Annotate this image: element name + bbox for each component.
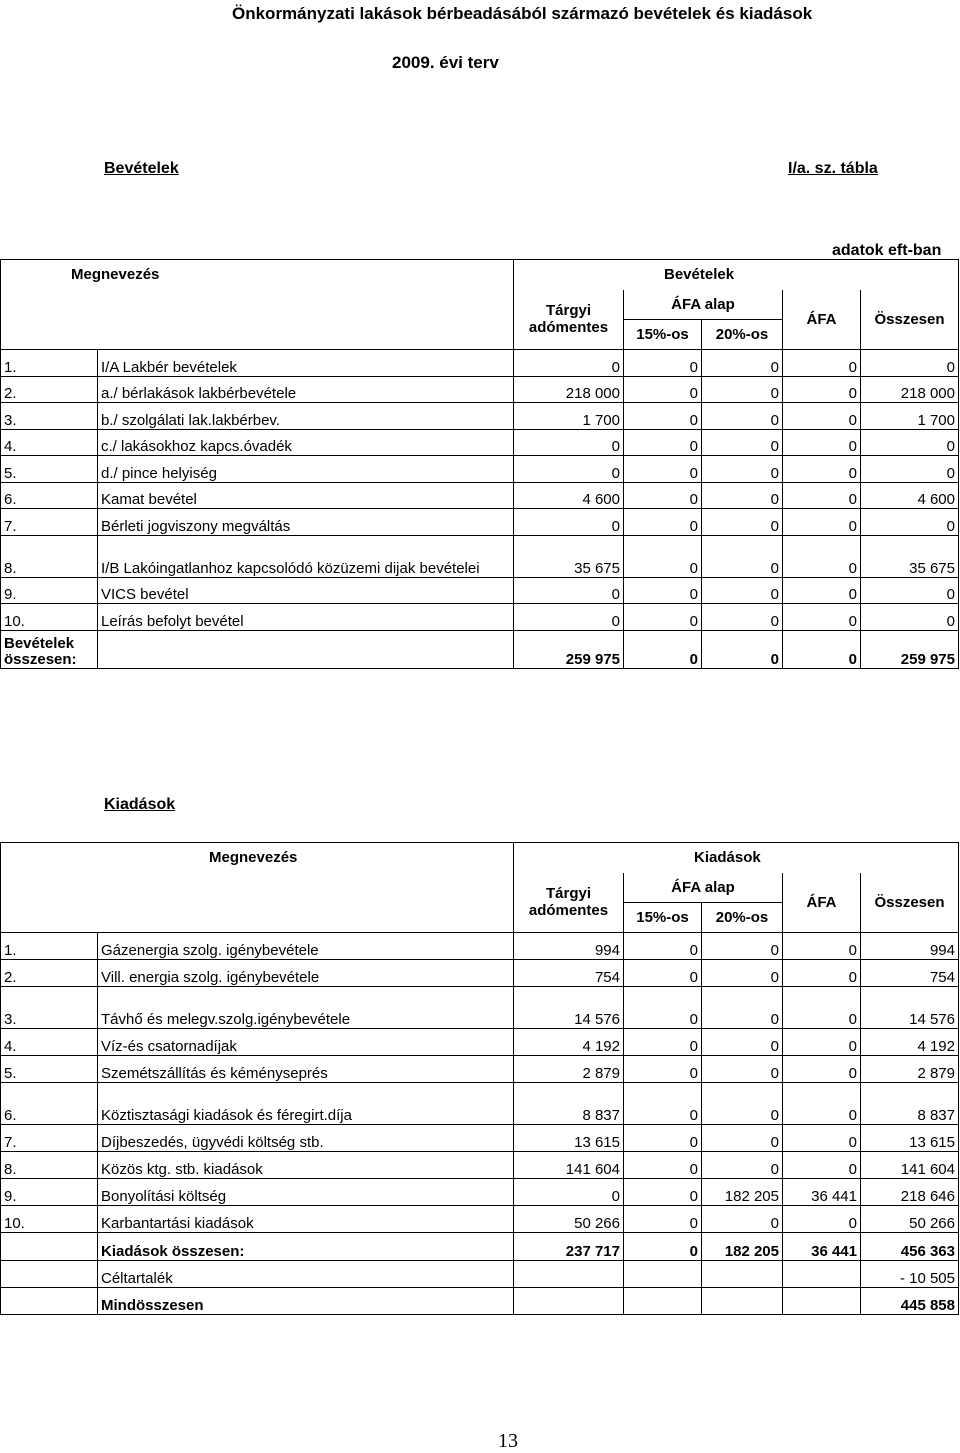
income-cell-p20: 0 xyxy=(702,429,783,456)
expense-row xyxy=(1,1029,959,1056)
income-total-spacer xyxy=(98,630,514,668)
expense-cell-num: 9. xyxy=(1,1179,98,1206)
income-cell-total: 0 xyxy=(861,577,959,604)
income-cell-total: 0 xyxy=(861,509,959,536)
income-cell-name: c./ lakásokhoz kapcs.óvadék xyxy=(98,429,514,456)
income-cell-total: 0 xyxy=(861,604,959,631)
exp-total-15: 0 xyxy=(624,1233,702,1261)
income-total-exempt: 259 975 xyxy=(514,630,624,668)
income-cell-num: 10. xyxy=(1,604,98,631)
reserve-num xyxy=(1,1261,98,1288)
income-cell-vat: 0 xyxy=(783,535,861,577)
expense-row xyxy=(1,1179,959,1206)
income-cell-p20: 0 xyxy=(702,350,783,377)
expense-cell-exempt: 4 192 xyxy=(514,1029,624,1056)
grand-total: 445 858 xyxy=(861,1288,959,1315)
exp-total-20: 182 205 xyxy=(702,1233,783,1261)
page-subtitle: 2009. évi terv xyxy=(392,53,499,72)
expense-cell-vat: 0 xyxy=(783,1125,861,1152)
income-cell-exempt: 35 675 xyxy=(514,535,624,577)
income-cell-name: d./ pince helyiség xyxy=(98,456,514,483)
grand-empty-3 xyxy=(702,1288,783,1315)
expense-cell-total: 14 576 xyxy=(861,987,959,1029)
expense-cell-p15: 0 xyxy=(624,960,702,987)
expense-cell-p15: 0 xyxy=(624,1152,702,1179)
income-cell-exempt: 0 xyxy=(514,429,624,456)
expense-cell-p15: 0 xyxy=(624,1125,702,1152)
expense-cell-total: 50 266 xyxy=(861,1206,959,1233)
income-total-vat: 0 xyxy=(783,630,861,668)
expense-row xyxy=(1,1152,959,1179)
income-row xyxy=(1,482,959,509)
exp-header-vat: ÁFA xyxy=(783,873,861,933)
income-cell-exempt: 218 000 xyxy=(514,376,624,403)
expense-cell-name: Gázenergia szolg. igénybevétele xyxy=(98,933,514,960)
expense-cell-num: 10. xyxy=(1,1206,98,1233)
expense-cell-exempt: 141 604 xyxy=(514,1152,624,1179)
income-table xyxy=(0,259,959,669)
income-cell-num: 7. xyxy=(1,509,98,536)
income-cell-p20: 0 xyxy=(702,376,783,403)
income-cell-num: 4. xyxy=(1,429,98,456)
income-total-total: 259 975 xyxy=(861,630,959,668)
income-cell-total: 0 xyxy=(861,429,959,456)
header-group: Bevételek xyxy=(514,260,959,290)
expense-cell-vat: 0 xyxy=(783,1152,861,1179)
income-row xyxy=(1,604,959,631)
header-exempt: Tárgyi adómentes xyxy=(514,290,624,350)
income-cell-exempt: 4 600 xyxy=(514,482,624,509)
reserve-empty-3 xyxy=(702,1261,783,1288)
expense-cell-p20: 0 xyxy=(702,960,783,987)
header-20: 20%-os xyxy=(702,320,783,350)
expense-cell-p15: 0 xyxy=(624,1056,702,1083)
income-section-heading: Bevételek xyxy=(104,160,179,177)
reserve-total: - 10 505 xyxy=(861,1261,959,1288)
income-cell-exempt: 0 xyxy=(514,456,624,483)
income-cell-num: 3. xyxy=(1,403,98,430)
header-total: Összesen xyxy=(861,290,959,350)
income-cell-p15: 0 xyxy=(624,509,702,536)
income-cell-total: 35 675 xyxy=(861,535,959,577)
expense-cell-exempt: 8 837 xyxy=(514,1083,624,1125)
expense-cell-num: 6. xyxy=(1,1083,98,1125)
exp-header-20: 20%-os xyxy=(702,903,783,933)
expense-cell-vat: 0 xyxy=(783,1056,861,1083)
page-number: 13 xyxy=(498,1430,518,1452)
expense-cell-p20: 0 xyxy=(702,1056,783,1083)
income-cell-total: 218 000 xyxy=(861,376,959,403)
expense-cell-p15: 0 xyxy=(624,1179,702,1206)
expense-cell-name: Víz-és csatornadíjak xyxy=(98,1029,514,1056)
income-total-15: 0 xyxy=(624,630,702,668)
expense-cell-exempt: 2 879 xyxy=(514,1056,624,1083)
income-cell-p15: 0 xyxy=(624,456,702,483)
income-cell-name: a./ bérlakások lakbérbevétele xyxy=(98,376,514,403)
expense-cell-name: Vill. energia szolg. igénybevétele xyxy=(98,960,514,987)
income-cell-p15: 0 xyxy=(624,535,702,577)
expense-cell-total: 994 xyxy=(861,933,959,960)
expense-table xyxy=(0,842,959,1315)
expense-cell-p20: 0 xyxy=(702,1206,783,1233)
income-cell-num: 8. xyxy=(1,535,98,577)
reserve-empty-4 xyxy=(783,1261,861,1288)
income-cell-vat: 0 xyxy=(783,604,861,631)
exp-header-15: 15%-os xyxy=(624,903,702,933)
page-title: Önkormányzati lakások bérbeadásából származó bevételek és kiadások xyxy=(232,4,813,23)
expense-cell-exempt: 50 266 xyxy=(514,1206,624,1233)
income-cell-vat: 0 xyxy=(783,577,861,604)
income-cell-num: 1. xyxy=(1,350,98,377)
income-cell-name: Bérleti jogviszony megváltás xyxy=(98,509,514,536)
expense-cell-exempt: 14 576 xyxy=(514,987,624,1029)
expense-cell-p15: 0 xyxy=(624,987,702,1029)
income-cell-name: Leírás befolyt bevétel xyxy=(98,604,514,631)
exp-header-group: Kiadások xyxy=(514,843,959,873)
income-cell-p15: 0 xyxy=(624,350,702,377)
income-cell-exempt: 0 xyxy=(514,577,624,604)
expense-cell-exempt: 0 xyxy=(514,1179,624,1206)
exp-header-name-spacer xyxy=(1,873,514,933)
income-row xyxy=(1,350,959,377)
income-cell-num: 2. xyxy=(1,376,98,403)
expense-cell-total: 141 604 xyxy=(861,1152,959,1179)
grand-empty-4 xyxy=(783,1288,861,1315)
income-row xyxy=(1,429,959,456)
exp-total-exempt: 237 717 xyxy=(514,1233,624,1261)
expense-cell-total: 13 615 xyxy=(861,1125,959,1152)
income-cell-total: 0 xyxy=(861,350,959,377)
expense-cell-exempt: 994 xyxy=(514,933,624,960)
income-cell-name: I/B Lakóingatlanhoz kapcsolódó közüzemi dijak bevételei xyxy=(98,535,514,577)
income-cell-total: 4 600 xyxy=(861,482,959,509)
income-cell-exempt: 0 xyxy=(514,604,624,631)
income-cell-p15: 0 xyxy=(624,604,702,631)
header-vat-base: ÁFA alap xyxy=(624,290,783,320)
income-cell-exempt: 1 700 xyxy=(514,403,624,430)
expense-cell-num: 3. xyxy=(1,987,98,1029)
expense-cell-p15: 0 xyxy=(624,933,702,960)
income-cell-vat: 0 xyxy=(783,403,861,430)
income-cell-vat: 0 xyxy=(783,376,861,403)
exp-header-total: Összesen xyxy=(861,873,959,933)
income-cell-p20: 0 xyxy=(702,456,783,483)
expense-cell-vat: 36 441 xyxy=(783,1179,861,1206)
expense-cell-name: Köztisztasági kiadások és féregirt.díja xyxy=(98,1083,514,1125)
expense-cell-total: 754 xyxy=(861,960,959,987)
expense-cell-num: 8. xyxy=(1,1152,98,1179)
expense-row xyxy=(1,1056,959,1083)
expense-cell-exempt: 754 xyxy=(514,960,624,987)
expense-cell-vat: 0 xyxy=(783,960,861,987)
expense-section-heading: Kiadások xyxy=(104,796,176,813)
expense-row xyxy=(1,1125,959,1152)
income-cell-name: I/A Lakbér bevételek xyxy=(98,350,514,377)
income-cell-total: 0 xyxy=(861,456,959,483)
income-cell-p20: 0 xyxy=(702,604,783,631)
expense-row xyxy=(1,1206,959,1233)
expense-cell-p20: 182 205 xyxy=(702,1179,783,1206)
income-total-20: 0 xyxy=(702,630,783,668)
table-reference: I/a. sz. tábla xyxy=(788,160,878,177)
expense-row xyxy=(1,987,959,1029)
income-cell-p15: 0 xyxy=(624,577,702,604)
expense-row xyxy=(1,1083,959,1125)
expense-cell-p15: 0 xyxy=(624,1083,702,1125)
income-cell-p15: 0 xyxy=(624,403,702,430)
income-cell-p15: 0 xyxy=(624,482,702,509)
income-cell-num: 5. xyxy=(1,456,98,483)
income-cell-p20: 0 xyxy=(702,403,783,430)
expense-cell-num: 5. xyxy=(1,1056,98,1083)
expense-row xyxy=(1,960,959,987)
expense-cell-p20: 0 xyxy=(702,1083,783,1125)
expense-cell-p15: 0 xyxy=(624,1206,702,1233)
income-cell-vat: 0 xyxy=(783,509,861,536)
income-cell-vat: 0 xyxy=(783,456,861,483)
unit-note: adatok eft-ban xyxy=(832,242,942,259)
income-cell-total: 1 700 xyxy=(861,403,959,430)
exp-total-total: 456 363 xyxy=(861,1233,959,1261)
income-row xyxy=(1,577,959,604)
income-total-label: Bevételek összesen: xyxy=(1,630,98,668)
income-cell-p15: 0 xyxy=(624,376,702,403)
expense-cell-vat: 0 xyxy=(783,1206,861,1233)
expense-cell-vat: 0 xyxy=(783,1083,861,1125)
income-cell-p20: 0 xyxy=(702,535,783,577)
expense-cell-vat: 0 xyxy=(783,933,861,960)
grand-label: Mindösszesen xyxy=(98,1288,514,1315)
income-row xyxy=(1,456,959,483)
income-cell-vat: 0 xyxy=(783,350,861,377)
expense-cell-total: 4 192 xyxy=(861,1029,959,1056)
exp-total-vat: 36 441 xyxy=(783,1233,861,1261)
expense-cell-name: Szemétszállítás és kéményseprés xyxy=(98,1056,514,1083)
income-cell-p20: 0 xyxy=(702,509,783,536)
expense-cell-total: 218 646 xyxy=(861,1179,959,1206)
income-cell-name: VICS bevétel xyxy=(98,577,514,604)
header-vat: ÁFA xyxy=(783,290,861,350)
exp-total-num xyxy=(1,1233,98,1261)
grand-num xyxy=(1,1288,98,1315)
income-cell-name: Kamat bevétel xyxy=(98,482,514,509)
income-cell-p20: 0 xyxy=(702,482,783,509)
expense-cell-name: Távhő és melegv.szolg.igénybevétele xyxy=(98,987,514,1029)
expense-cell-p20: 0 xyxy=(702,933,783,960)
expense-cell-num: 1. xyxy=(1,933,98,960)
income-cell-exempt: 0 xyxy=(514,509,624,536)
income-cell-name: b./ szolgálati lak.lakbérbev. xyxy=(98,403,514,430)
expense-cell-name: Közös ktg. stb. kiadások xyxy=(98,1152,514,1179)
header-15: 15%-os xyxy=(624,320,702,350)
income-row xyxy=(1,509,959,536)
expense-cell-total: 2 879 xyxy=(861,1056,959,1083)
reserve-empty-1 xyxy=(514,1261,624,1288)
income-row xyxy=(1,403,959,430)
grand-empty-2 xyxy=(624,1288,702,1315)
income-cell-num: 6. xyxy=(1,482,98,509)
expense-cell-p20: 0 xyxy=(702,1152,783,1179)
grand-empty-1 xyxy=(514,1288,624,1315)
expense-cell-p20: 0 xyxy=(702,1125,783,1152)
expense-cell-p20: 0 xyxy=(702,987,783,1029)
exp-header-vat-base: ÁFA alap xyxy=(624,873,783,903)
exp-header-exempt: Tárgyi adómentes xyxy=(514,873,624,933)
exp-header-name: Megnevezés xyxy=(1,843,514,873)
income-cell-vat: 0 xyxy=(783,429,861,456)
expense-cell-name: Díjbeszedés, ügyvédi költség stb. xyxy=(98,1125,514,1152)
expense-cell-vat: 0 xyxy=(783,987,861,1029)
income-cell-p15: 0 xyxy=(624,429,702,456)
income-cell-num: 9. xyxy=(1,577,98,604)
income-row xyxy=(1,376,959,403)
income-row xyxy=(1,535,959,577)
exp-total-label: Kiadások összesen: xyxy=(98,1233,514,1261)
income-cell-exempt: 0 xyxy=(514,350,624,377)
expense-cell-p20: 0 xyxy=(702,1029,783,1056)
expense-cell-num: 4. xyxy=(1,1029,98,1056)
expense-cell-num: 7. xyxy=(1,1125,98,1152)
header-name-spacer xyxy=(1,290,514,350)
expense-cell-p15: 0 xyxy=(624,1029,702,1056)
expense-cell-num: 2. xyxy=(1,960,98,987)
expense-cell-name: Bonyolítási költség xyxy=(98,1179,514,1206)
expense-cell-exempt: 13 615 xyxy=(514,1125,624,1152)
reserve-empty-2 xyxy=(624,1261,702,1288)
income-cell-vat: 0 xyxy=(783,482,861,509)
header-name: Megnevezés xyxy=(1,260,514,290)
expense-cell-vat: 0 xyxy=(783,1029,861,1056)
expense-cell-total: 8 837 xyxy=(861,1083,959,1125)
income-cell-p20: 0 xyxy=(702,577,783,604)
expense-row xyxy=(1,933,959,960)
expense-cell-name: Karbantartási kiadások xyxy=(98,1206,514,1233)
reserve-label: Céltartalék xyxy=(98,1261,514,1288)
